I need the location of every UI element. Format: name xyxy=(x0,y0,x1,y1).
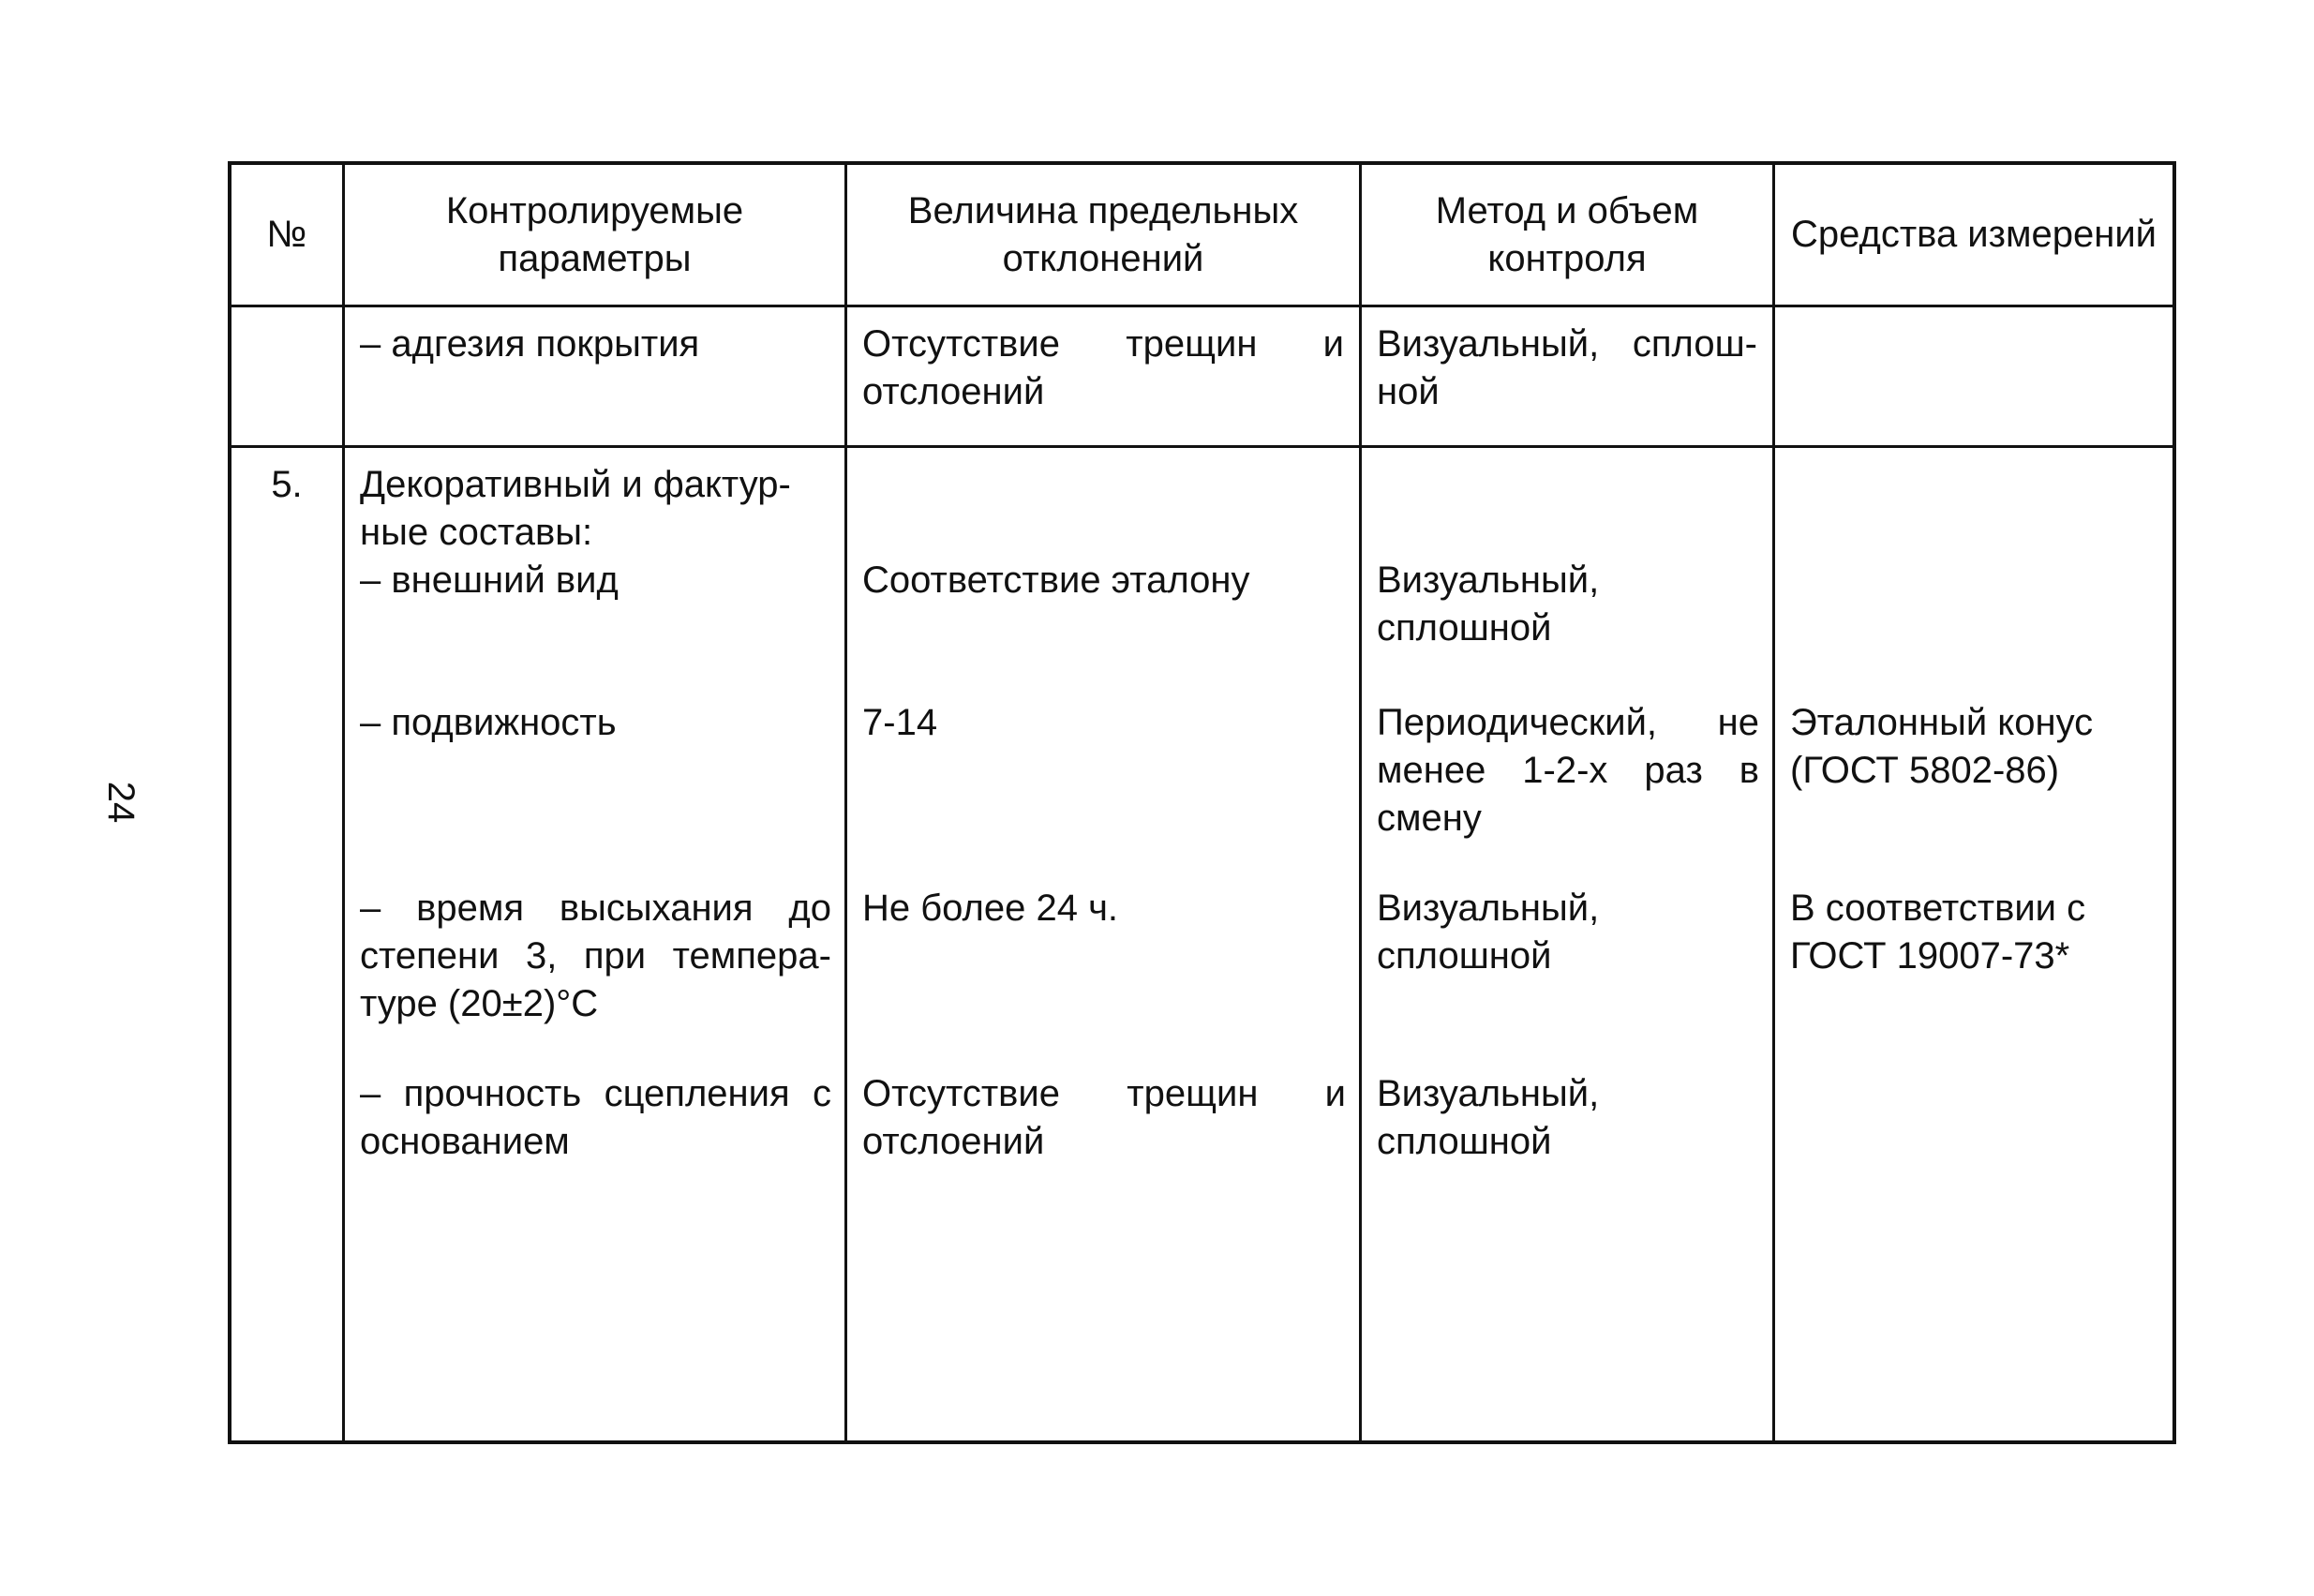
row-continuation-deviation: Отсутствие трещин и отслоений xyxy=(847,307,1362,448)
header-number: № xyxy=(231,165,345,307)
row5-item4-parameter: – прочность сцепления с основанием xyxy=(360,1073,831,1162)
row5-title: Декоративный и фактур-ные составы: xyxy=(360,464,791,553)
row-continuation-instrument xyxy=(1775,307,2172,448)
header-instruments: Средства измерений xyxy=(1775,165,2172,307)
row5-item2-instrument: Эталонный конус (ГОСТ 5802-86) xyxy=(1790,702,2094,791)
header-deviations: Величина предельных отклонений xyxy=(847,165,1362,307)
row5-deviations-cell xyxy=(847,448,1362,1440)
row5-item2-deviation: 7-14 xyxy=(862,702,938,743)
row5-item3-deviation: Не более 24 ч. xyxy=(862,887,1119,929)
row5-item3-instrument: В соответствии с ГОСТ 19007-73* xyxy=(1790,887,2086,977)
inspection-table xyxy=(228,161,2176,1444)
row5-instruments-cell xyxy=(1775,448,2172,1440)
row5-number-text: 5. xyxy=(271,464,303,505)
header-parameters: Контролируемые параметры xyxy=(345,165,847,307)
row5-item4-deviation: Отсутствие трещин и отслоений xyxy=(862,1073,1346,1162)
row-continuation-number xyxy=(231,307,345,448)
row5-parameters-cell xyxy=(345,448,847,1440)
row5-item3-method: Визуальный, сплошной xyxy=(1377,887,1600,977)
row-continuation-parameter: – адгезия покрытия xyxy=(345,307,847,448)
row5-item4-method: Визуальный, сплошной xyxy=(1377,1073,1600,1162)
row5-item2-parameter: – подвижность xyxy=(360,702,617,743)
row5-method-cell xyxy=(1362,448,1775,1440)
row5-item1-method: Визуальный, сплошной xyxy=(1377,559,1600,649)
row5-number xyxy=(231,448,345,1440)
row5-item2-method: Периодический, не менее 1-2-х раз в смену xyxy=(1377,702,1759,839)
header-method: Метод и объем контроля xyxy=(1362,165,1775,307)
row-continuation-method: Визуальный, сплош-ной xyxy=(1362,307,1775,448)
row5-item3-parameter: – время высыхания до степени 3, при темпера-туре (20±2)°С xyxy=(360,887,831,1024)
row5-item1-deviation: Соответствие эталону xyxy=(862,559,1250,601)
row5-item1-parameter: – внешний вид xyxy=(360,559,619,601)
page-number: 24 xyxy=(100,781,142,824)
